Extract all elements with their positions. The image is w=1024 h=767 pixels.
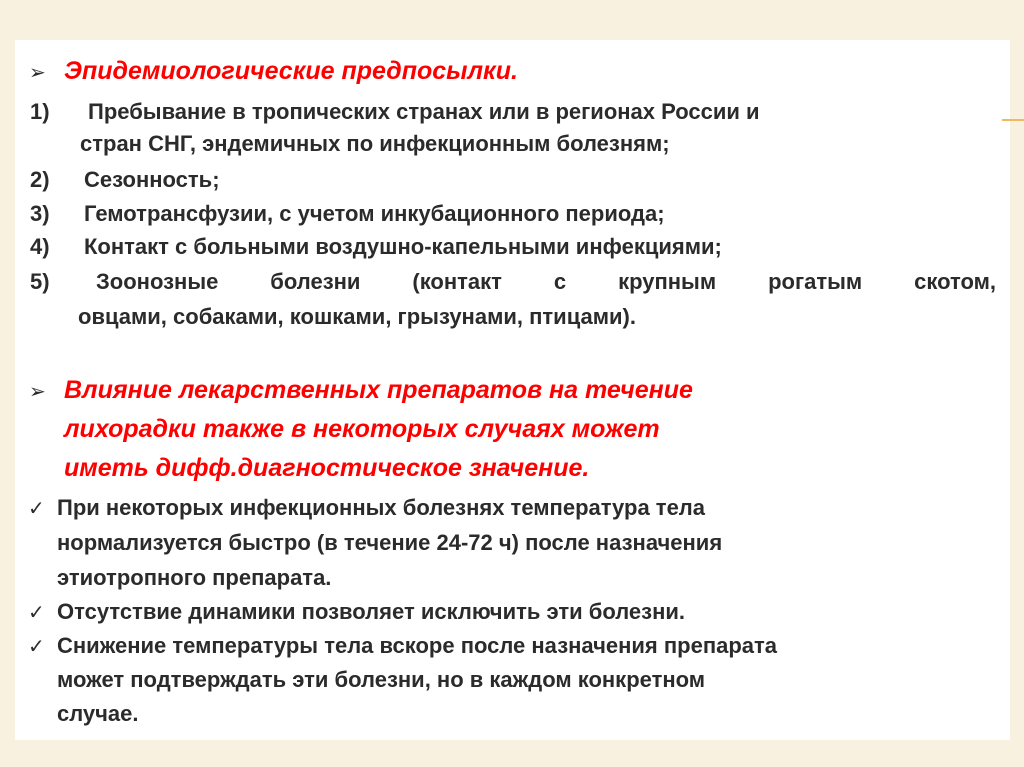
check-item-3-line-2: может подтверждать эти болезни, но в каждом конкретном	[57, 667, 706, 692]
heading-drug-influence-line-1: Влияние лекарственных препаратов на течение	[64, 376, 693, 404]
check-bullet-icon: ✓	[28, 498, 45, 520]
item-1-line-2: стран СНГ, эндемичных по инфекционным болезням;	[80, 131, 670, 156]
check-item-3-line-1: Снижение температуры тела вскоре после назначения препарата	[57, 633, 778, 658]
item-3-line-1: Гемотрансфузии, с учетом инкубационного периода;	[84, 201, 665, 226]
item-number: 5)	[30, 269, 50, 294]
arrow-bullet-icon: ➢	[29, 381, 46, 403]
check-item-1-line-2: нормализуется быстро (в течение 24-72 ч) после назначения	[57, 530, 723, 555]
check-item-1-line-3: этиотропного препарата.	[57, 565, 332, 590]
accent-line	[1002, 119, 1024, 121]
heading-drug-influence-line-2: лихорадки также в некоторых случаях может	[64, 415, 660, 443]
item-1-line-1: Пребывание в тропических странах или в регионах России и	[88, 99, 760, 124]
heading-epidemiological: Эпидемиологические предпосылки.	[64, 57, 518, 85]
item-4-line-1: Контакт с больными воздушно-капельными инфекциями;	[84, 234, 722, 259]
arrow-bullet-icon: ➢	[29, 62, 46, 84]
item-5-line-2: овцами, собаками, кошками, грызунами, птицами).	[78, 304, 636, 329]
item-number: 1)	[30, 99, 50, 124]
check-item-1-line-1: При некоторых инфекционных болезнях температура тела	[57, 495, 706, 520]
item-number: 3)	[30, 201, 50, 226]
item-2-line-1: Сезонность;	[84, 167, 220, 192]
check-bullet-icon: ✓	[28, 602, 45, 624]
check-item-3-line-3: случае.	[57, 701, 139, 726]
heading-drug-influence-line-3: иметь дифф.диагностическое значение.	[64, 454, 590, 482]
check-bullet-icon: ✓	[28, 636, 45, 658]
check-item-2-line-1: Отсутствие динамики позволяет исключить эти болезни.	[57, 599, 686, 624]
item-number: 4)	[30, 234, 50, 259]
item-5-line-1: Зоонозные болезни (контакт с крупным рогатым скотом,	[96, 269, 996, 294]
item-number: 2)	[30, 167, 50, 192]
